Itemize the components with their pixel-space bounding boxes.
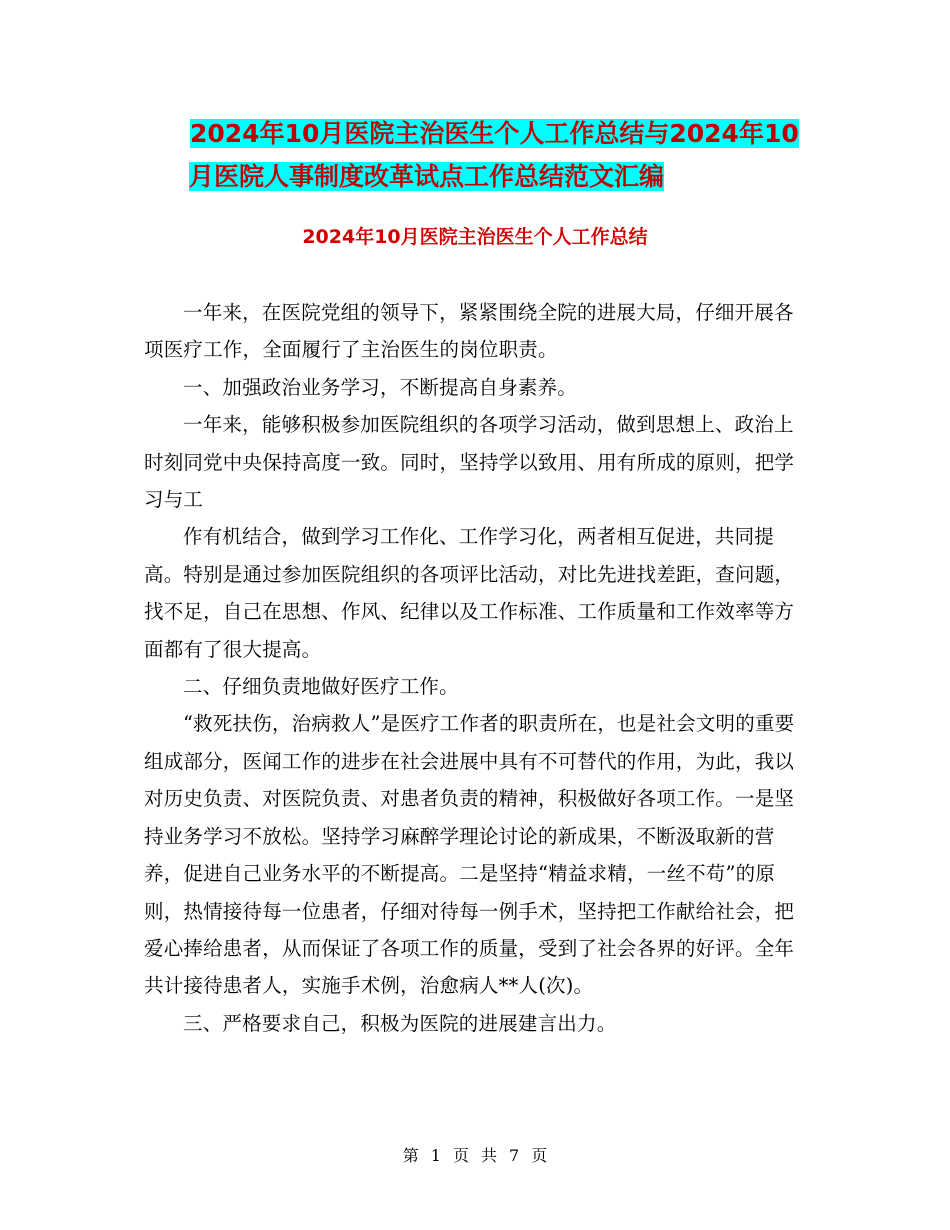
body-paragraph: 一年来，在医院党组的领导下，紧紧围绕全院的进展大局，仔细开展各项医疗工作，全面履行了主治医生的岗位职责。 — [144, 301, 794, 362]
section-heading-3: 三、严格要求自己，积极为医院的进展建言出力。 — [183, 1011, 617, 1035]
section-heading-1: 一、加强政治业务学习，不断提高自身素养。 — [183, 375, 578, 399]
body-paragraph: “救死扶伤，治病救人”是医疗工作者的职责所在，也是社会文明的重要组成部分，医闻工作的进步在社会进展中具有不可替代的作用，为此，我以对历史负责、对医院负责、对患者负责的精神，积极做好各项工作。一是坚持业务学习不放松。坚持学习麻醉学理论讨论的新成果，不断汲取新的营养，促进自己业务水平的不断提高。二是坚持“精益求精，一丝不苟”的原则，热情接待每一位患者，仔细对待每一例手术，坚持把工作献给社会，把爱心捧给患者，从而保证了各项工作的质量，受到了社会各界的好评。全年共计接待患者人，实施手术例，治愈病人**人(次)。 — [144, 712, 795, 998]
footer-suffix: 页 — [531, 1146, 548, 1165]
document-title-line-2: 月医院人事制度改革试点工作总结范文汇编 — [189, 162, 665, 191]
footer-page-label: 页 — [452, 1146, 469, 1165]
page-footer — [0, 1144, 950, 1168]
document-title — [190, 112, 810, 198]
body-paragraph: 一年来，能够积极参加医院组织的各项学习活动，做到思想上、政治上时刻同党中央保持高度一致。同时，坚持学以致用、用有所成的原则，把学习与工 — [144, 413, 795, 512]
document-body — [144, 294, 806, 1042]
footer-prefix: 第 — [402, 1146, 419, 1165]
document-title-line-1: 2024年10月医院主治医生个人工作总结与2024年10 — [190, 119, 799, 148]
section-title: 2024年10月医院主治医生个人工作总结 — [302, 226, 648, 248]
footer-page-number: 1 — [430, 1146, 441, 1165]
footer-total-label: 共 — [481, 1146, 498, 1165]
footer-total-pages: 7 — [509, 1146, 520, 1165]
section-heading-2: 二、仔细负责地做好医疗工作。 — [183, 675, 459, 699]
body-paragraph: 作有机结合，做到学习工作化、工作学习化，两者相互促进，共同提高。特别是通过参加医院组织的各项评比活动，对比先进找差距，查问题，找不足，自己在思想、作风、纪律以及工作标准、工作质量和工作效率等方面都有了很大提高。 — [144, 525, 795, 661]
